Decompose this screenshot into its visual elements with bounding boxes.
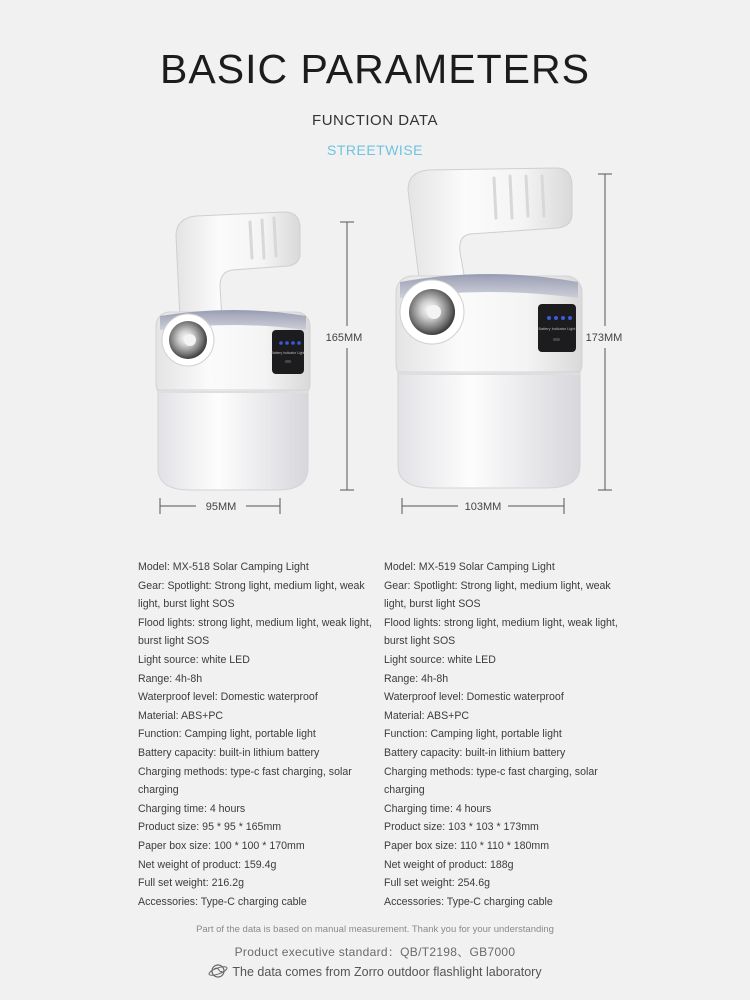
spec-accessories: Accessories: Type-C charging cable — [384, 895, 553, 908]
spec-battery: Battery capacity: built-in lithium battery — [384, 746, 566, 759]
spec-net-weight: Net weight of product: 188g — [384, 858, 514, 871]
data-source-text: The data comes from Zorro outdoor flashlight laboratory — [232, 964, 542, 979]
spec-light-source: Light source: white LED — [384, 653, 496, 666]
spec-light-source: Light source: white LED — [138, 653, 250, 666]
spec-product-size: Product size: 103 * 103 * 173mm — [384, 821, 539, 834]
spec-full-weight: Full set weight: 254.6g — [384, 877, 490, 890]
spec-function: Function: Camping light, portable light — [138, 728, 316, 741]
specs-list-mx518 — [138, 558, 383, 911]
spec-flood-lights: Flood lights: strong light, medium light, weak light, burst light SOS — [384, 616, 618, 648]
spec-charging-time: Charging time: 4 hours — [384, 802, 492, 815]
spec-waterproof: Waterproof level: Domestic waterproof — [138, 691, 318, 704]
height-dimension-left — [340, 222, 354, 490]
width-label-left: 95MM — [205, 501, 237, 513]
width-label-right: 103MM — [464, 501, 502, 513]
spec-range: Range: 4h-8h — [384, 672, 449, 685]
spec-product-size: Product size: 95 * 95 * 165mm — [138, 821, 282, 834]
spec-waterproof: Waterproof level: Domestic waterproof — [384, 691, 564, 704]
spec-model: Model: MX-518 Solar Camping Light — [138, 561, 309, 573]
spec-function: Function: Camping light, portable light — [384, 728, 562, 741]
spec-material: Material: ABS+PC — [138, 709, 224, 722]
spec-box-size: Paper box size: 110 * 110 * 180mm — [384, 839, 550, 852]
section-subtitle: FUNCTION DATA — [312, 112, 438, 129]
spec-net-weight: Net weight of product: 159.4g — [138, 858, 277, 871]
spec-model: Model: MX-519 Solar Camping Light — [384, 561, 555, 573]
page-title: BASIC PARAMETERS — [160, 46, 590, 92]
spec-accessories: Accessories: Type-C charging cable — [138, 895, 307, 908]
executive-standard: Product executive standard：QB/T2198、GB7000 — [234, 945, 516, 959]
lamp-mx519-image — [396, 168, 582, 488]
spec-full-weight: Full set weight: 216.2g — [138, 877, 244, 890]
brand-name: STREETWISE — [326, 142, 423, 158]
spec-charging-methods: Charging methods: type-c fast charging, solar charging — [384, 765, 598, 797]
spec-gear: Gear: Spotlight: Strong light, medium light, weak light, burst light SOS — [384, 579, 611, 611]
height-label-left: 165MM — [325, 332, 363, 344]
spec-material: Material: ABS+PC — [384, 709, 470, 722]
measurement-note: Part of the data is based on manual measurement. Thank you for your understanding — [196, 924, 554, 935]
globe-icon — [208, 963, 228, 982]
height-label-right: 173MM — [585, 332, 623, 344]
battery-indicator-label-left: Battery Indicator Light — [271, 351, 305, 355]
spec-range: Range: 4h-8h — [138, 672, 203, 685]
data-source — [0, 963, 750, 982]
spec-flood-lights: Flood lights: strong light, medium light, weak light, burst light SOS — [138, 616, 372, 648]
spec-battery: Battery capacity: built-in lithium battery — [138, 746, 320, 759]
spec-charging-methods: Charging methods: type-c fast charging, solar charging — [138, 765, 352, 797]
specs-list-mx519 — [384, 558, 629, 911]
battery-indicator-label-right: Battery Indicator Light — [538, 327, 576, 331]
spec-gear: Gear: Spotlight: Strong light, medium light, weak light, burst light SOS — [138, 579, 365, 611]
spec-charging-time: Charging time: 4 hours — [138, 802, 246, 815]
spec-box-size: Paper box size: 100 * 100 * 170mm — [138, 839, 305, 852]
lamp-mx518-image — [156, 212, 310, 490]
product-illustration — [0, 160, 750, 530]
